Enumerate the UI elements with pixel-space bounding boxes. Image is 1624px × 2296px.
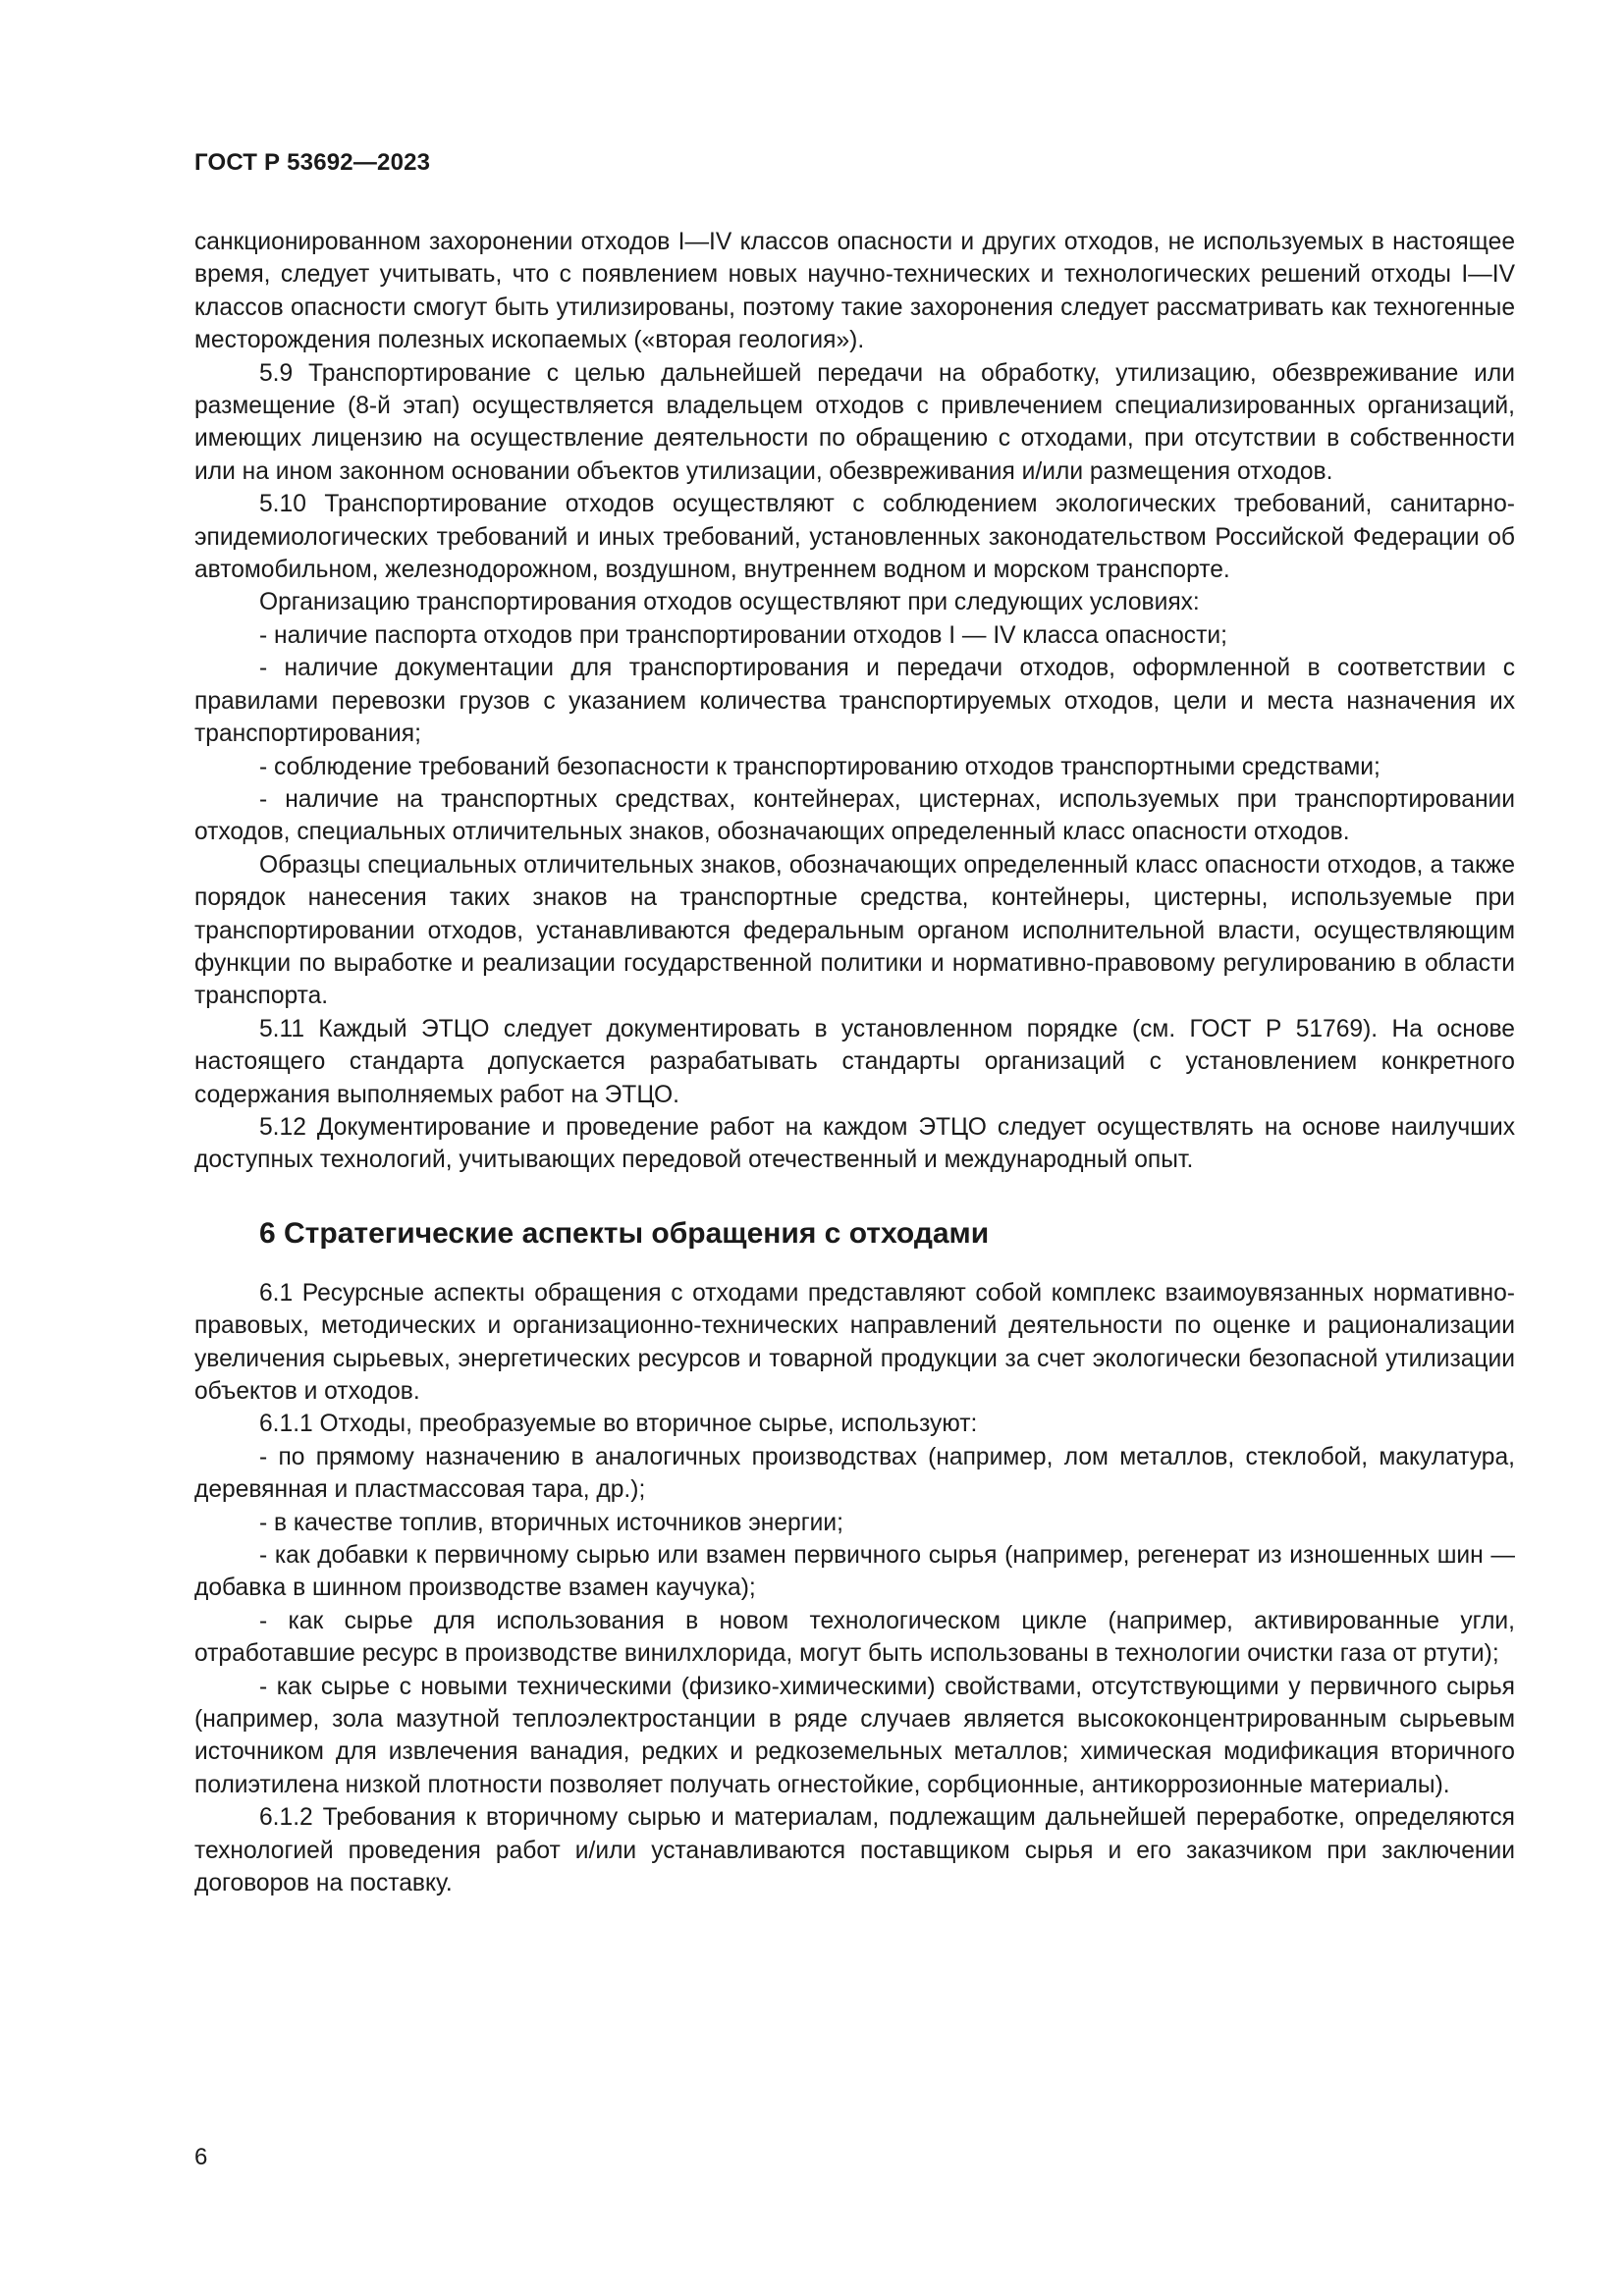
paragraph: - как добавки к первичному сырью или взамен первичного сырья (например, регенерат из изношенных шин — добавка в шинном производстве взамен каучука);: [194, 1542, 1515, 1602]
paragraph: 5.11 Каждый ЭТЦО следует документировать в установленном порядке (см. ГОСТ Р 51769). На основе настоящего стандарта допускается разрабатывать стандарты организаций с установлением конкретного содержания выполняемых работ на ЭТЦО.: [194, 1015, 1515, 1108]
document-code-header: ГОСТ Р 53692—2023: [194, 149, 431, 176]
paragraph: 5.9 Транспортирование с целью дальнейшей передачи на обработку, утилизацию, обезвреживание или размещение (8-й этап) осуществляется владельцем отходов с привлечением специализированных организаций, имеющих лицензию на осуществление деятельности по обращению с отходами, при отсутствии в собственности или на ином законном основании объектов утилизации, обезвреживания и/или размещения отходов.: [194, 359, 1515, 485]
page-number: 6: [194, 2144, 208, 2170]
paragraph: - наличие паспорта отходов при транспортировании отходов I — IV класса опасности;: [259, 621, 1227, 649]
paragraph: 6.1.2 Требования к вторичному сырью и материалам, подлежащим дальнейшей переработке, определяются технологией проведения работ и/или устанавливаются поставщиком сырья и его заказчиком при заключении договоров на поставку.: [194, 1804, 1515, 1897]
paragraph: - как сырье для использования в новом технологическом цикле (например, активированные угли, отработавшие ресурс в производстве винилхлорида, могут быть использованы в технологии очистки газа от ртути);: [194, 1607, 1515, 1668]
paragraph: - по прямому назначению в аналогичных производствах (например, лом металлов, стеклобой, макулатура, деревянная и пластмассовая тара, др.);: [194, 1443, 1515, 1504]
paragraph: - наличие на транспортных средствах, контейнерах, цистернах, используемых при транспортировании отходов, специальных отличительных знаков, обозначающих определенный класс опасности отходов.: [194, 785, 1515, 846]
paragraph: Образцы специальных отличительных знаков, обозначающих определенный класс опасности отходов, а также порядок нанесения таких знаков на транспортные средства, контейнеры, цистерны, используемые при транспортировании отходов, устанавливаются федеральным органом исполнительной власти, осуществляющим функции по выработке и реализации государственной политики и нормативно-правовому регулированию в области транспорта.: [194, 851, 1515, 1010]
paragraph: санкционированном захоронении отходов I—IV классов опасности и других отходов, не используемых в настоящее время, следует учитывать, что с появлением новых научно-технических и технологических решений отходы I—IV классов опасности смогут быть утилизированы, поэтому такие захоронения следует рассматривать как техногенные месторождения полезных ископаемых («вторая геология»).: [194, 229, 1515, 354]
paragraph: - в качестве топлив, вторичных источников энергии;: [259, 1509, 843, 1536]
paragraph: 6.1.1 Отходы, преобразуемые во вторичное сырье, используют:: [259, 1411, 978, 1438]
paragraph: 6.1 Ресурсные аспекты обращения с отходами представляют собой комплекс взаимоувязанных нормативно-правовых, методических и организационно-технических направлений деятельности по оценке и рационализации увеличения сырьевых, энергетических ресурсов и товарной продукции за счет экологически безопасной утилизации объектов и отходов.: [194, 1279, 1515, 1405]
paragraph: - как сырье с новыми техническими (физико-химическими) свойствами, отсутствующими у первичного сырья (например, зола мазутной теплоэлектростанции в ряде случаев является высококонцентрированным сырьевым источником для извлечения ванадия, редких и редкоземельных металлов; химическая модификация вторичного полиэтилена низкой плотности позволяет получать огнестойкие, сорбционные, антикоррозионные материалы).: [194, 1673, 1515, 1798]
paragraph: 5.12 Документирование и проведение работ на каждом ЭТЦО следует осуществлять на основе наилучших доступных технологий, учитывающих передовой отечественный и международный опыт.: [194, 1113, 1515, 1174]
paragraph: - наличие документации для транспортирования и передачи отходов, оформленной в соответствии с правилами перевозки грузов с указанием количества транспортируемых отходов, цели и места назначения их транспортирования;: [194, 655, 1515, 748]
paragraph: Организацию транспортирования отходов осуществляют при следующих условиях:: [259, 589, 1200, 616]
document-body: [194, 226, 1515, 1900]
paragraph: 5.10 Транспортирование отходов осуществляют с соблюдением экологических требований, санитарно-эпидемиологических требований и иных требований, установленных законодательством Российской Федерации об автомобильном, железнодорожном, воздушном, внутреннем водном и морском транспорте.: [194, 491, 1515, 584]
section-heading: 6 Стратегические аспекты обращения с отходами: [259, 1216, 990, 1250]
paragraph: - соблюдение требований безопасности к транспортированию отходов транспортными средствами;: [259, 753, 1380, 780]
